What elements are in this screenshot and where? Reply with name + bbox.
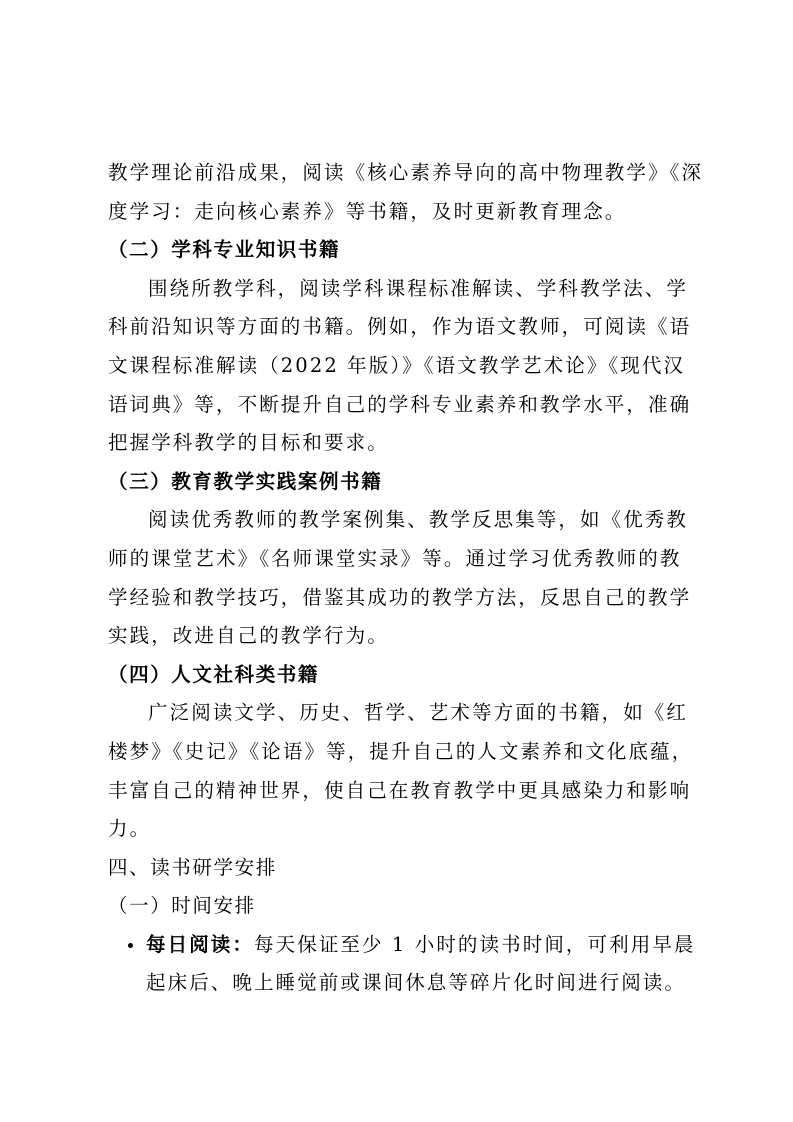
practice-cases-paragraph bbox=[108, 501, 692, 655]
section-heading-humanities: （四）人文社科类书籍 bbox=[108, 662, 320, 686]
humanities-paragraph bbox=[108, 694, 694, 848]
bullet-text-continued: 起床后、晚上睡觉前或课间休息等碎片化时间进行阅读。 bbox=[146, 971, 687, 995]
paragraph-line: 阅读优秀教师的教学案例集、教学反思集等，如《优秀教 bbox=[148, 508, 689, 532]
paragraph-line: 语词典》等，不断提升自己的学科专业素养和教学水平，准确 bbox=[108, 392, 692, 416]
paragraph-line: 师的课堂艺术》《名师课堂实录》等。通过学习优秀教师的教 bbox=[108, 546, 682, 570]
bullet-line bbox=[146, 926, 696, 965]
paragraph-line: 文课程标准解读（2022 年版）》《语文教学艺术论》《现代汉 bbox=[108, 353, 686, 377]
paragraph-line: 度学习：走向核心素养》等书籍，及时更新教育理念。 bbox=[108, 199, 627, 223]
paragraph-line: 科前沿知识等方面的书籍。例如，作为语文教师，可阅读《语 bbox=[108, 315, 692, 339]
paragraph-line: 把握学科教学的目标和要求。 bbox=[108, 431, 389, 455]
bullet-icon bbox=[128, 943, 133, 948]
subject-books-paragraph bbox=[108, 270, 692, 463]
bullet-label: 每日阅读： bbox=[146, 932, 255, 956]
paragraph-line: 教学理论前沿成果，阅读《核心素养导向的高中物理教学》《深 bbox=[108, 161, 704, 184]
paragraph-line: 广泛阅读文学、历史、哲学、艺术等方面的书籍，如《红 bbox=[148, 701, 689, 725]
section-heading-practice-cases: （三）教育教学实践案例书籍 bbox=[108, 469, 383, 493]
sub-heading-time-arrangement: （一）时间安排 bbox=[108, 894, 256, 918]
paragraph-line: 实践，改进自己的教学行为。 bbox=[108, 624, 389, 648]
section-heading-subject-books: （二）学科专业知识书籍 bbox=[108, 238, 341, 262]
bullet-text: 每天保证至少 1 小时的读书时间，可利用早晨 bbox=[254, 932, 696, 956]
document-body bbox=[108, 154, 704, 1003]
paragraph-line: 学经验和教学技巧，借鉴其成功的教学方法，反思自己的教学 bbox=[108, 585, 692, 609]
paragraph-line: 围绕所教学科，阅读学科课程标准解读、学科教学法、学 bbox=[148, 276, 689, 300]
paragraph-line: 楼梦》《史记》《论语》等，提升自己的人文素养和文化底蕴， bbox=[108, 739, 694, 763]
paragraph-line: 丰富自己的精神世界，使自己在教育教学中更具感染力和影响 bbox=[108, 778, 692, 802]
part-heading-reading-schedule: 四、读书研学安排 bbox=[108, 855, 277, 879]
paragraph-line: 力。 bbox=[108, 817, 152, 841]
list-item-daily-reading bbox=[108, 926, 696, 1003]
intro-paragraph bbox=[108, 154, 704, 231]
